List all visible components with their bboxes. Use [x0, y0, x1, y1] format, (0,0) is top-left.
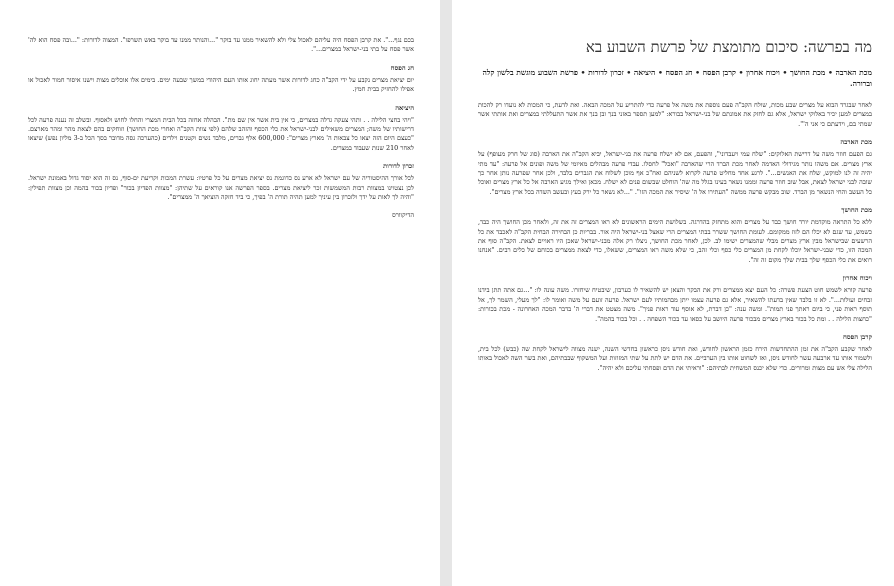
- section-heading: מכת החושך: [841, 206, 872, 215]
- section-passover-offering: [478, 333, 872, 373]
- section-holiday: [28, 64, 414, 95]
- section-body: "ויהי בחצי הלילה . . ותהי צעקה גדלה במצרים, כי אין בית אשר אין שם מת". הבהלה אחזה בכל הבית המצרי והחלו לחוש ולאסוף. ובשלב זה נענה פרעה לכל דרישותיו של משה; המצרים משאילים לבני-ישראל את כלי הכסף והזהב שלהם (לפי צוות הקב"ה ואחרי מכת החושך) וזוחקים בהם לצאת מהר ומהר מארצם. "כעצם היום הזה יצאו כל צבאות ה' מארץ מצרים": 600,000 אלף גברים, מלבד נשים וקטנים וילדים (כהערכה גסה מדובר בסך הכל ב-3 מליון נפש) שיצאו לאחר 210 שנות שעבוד במצרים.: [28, 115, 414, 152]
- section-heading: היציאה: [395, 103, 414, 112]
- topics-line: מכת הארבה • מכת החושך • ויכוח אחרון • קרבן הפסח • חג הפסח • היציאה • זכרון לדורות • פרשת השבוע מוגשת בלשון קלה וברורה.: [482, 68, 872, 88]
- section-heading: קרבן הפסח: [843, 332, 872, 341]
- section-body: גם הפעם חוזר משה על דרישת האלוקים: "שלח עמי ויעבדוני", והפעם, אם לא ישלח פרעה את בני-ישראל, יביא הקב"ה את הארבה (סוג של חרק מעופף) על ארץ מצרים. אם משהו נותר מגידולי האדמה לאחר מכת הברד הרי שהארבה "ואכל" לחסלו. עבדי פרעה מבהלים מאיומי של משה ופונים אל פרעה: "עד מתי יהיה זה לנו למוקש, שלח את האנשים...". לרגע אחד מחליט פרעה לקרוא לשניהם ואח"כ אף מוכן לשלוח את הגברים בלבד, ולכן אחר שפרעה נותן אחר כך שובה לבני ישראל לצאת, אבל שוב חוזר פרעה וממנו נשאר בעינו בגלל מה שה' הוחלט שבשום פנים לא ישלח. מכאן ואילך מגיע הארבה אל כל ארץ מצרים ואוכל כל העשב והחי הנשאר מן הברד. שוב מבקש פרעה ממשה "העתירו אל ה' שיסיר את המכה הזו". "...לא נשאר כל ירק בעץ ובעשב השדה בכל ארץ מצרים".: [478, 150, 872, 196]
- section-body: לכל אורך ההיסטוריה של עם ישראל לא ארע נס כדוגמת נס יציאת מצרים על כל פרטיו: עשרת המכות וקריעת ים-סוף, נס זה הוא יסוד גדול באמונת ישראל. לכן נצטוינו במצוות רבות המשמשות זכר ליציאת מצרים. בספר הפרשה אנו קוראים על שתיהן: "מצוות הפדיון בכור" ופדיון בכור בהמה וכן מצוות תפילין: "והיה לך לאות על ידך ולזכרון בין עיניך למען תהיה תורת ה' בפיך, כי ביד חזקה הוציאך ה' ממצרים".: [28, 174, 414, 202]
- page-title: מה בפרשה: סיכום מתומצת של פרשת השבוע בא: [585, 38, 872, 56]
- section-heading: זכרון לדורות: [383, 162, 414, 171]
- section-exodus: [28, 104, 414, 154]
- section-heading: מכת הארבה: [840, 138, 872, 147]
- section-remembrance: [28, 162, 414, 202]
- section-locusts: [478, 138, 872, 197]
- section-darkness: [478, 206, 872, 265]
- section-last-debate: [478, 274, 872, 324]
- right-page: [452, 0, 894, 586]
- left-page: [0, 0, 440, 586]
- section-heading: ויכוח אחרון: [842, 274, 872, 283]
- section-body: פרעה קורא לשמש חוט הצעת פשרה: כל העם יצא ממצרים ורק את הבקר והצאן יש להשאיר לו כערבון, שיבטיח שיחזרו. משה עונה לו: "...גם אתה תתן בידנו זבחים ועולות...". לא זו בלבד שאין בדעתו להשאיר, אלא גם פרעה עצמו ייתן מבהמותיו לעם ישראל. פרעה זועם על משה ואומר לו: "לך מעלי, השמר לך, אל תוסף ראות פני, כי ביום ראתך פני תמות". ומשה ענה: "כן דברת, לא אוסף עוד ראות פניך". משה מצטט את דברי ה' בדבר המכה האחרונה - מכת בכורות: "כחצות הלילה . . ומת כל בכור בארץ מצרים מבכור פרעה היושב על כסאו עד בכור השפחה . . וכל בכור בהמה".: [478, 286, 872, 323]
- section-heading: חג הפסח: [390, 63, 414, 72]
- left-intro: בכם נגף...". את קרבן הפסח היה עליהם לאכול צלי ולא להשאיר ממנו עד בוקר "...והנותר ממנו עד בוקר באש תשרפו". המצוה לדורות: "...ובה פסח הוא לה' אשר פסח על בתי בני-ישראל במצרים...".: [28, 36, 414, 54]
- section-body: לאחר שקבע הקב"ה את זמן ההתחדשות הירח כזמן הראשון לחודש, ואת חודש ניסן כראשון בחדשי השנה, ישנה מצווה לישראל לקחת שה (כבש) לכל בית, ולשמור אותו עד ארבעה עשר לחודש ניסן, ואז לשחוט אותו בין הערביים. את הדם יש לתת על שתי המזוזות ועל המשקוף שבבתיהם, ואת בשר השה לאכול באותו הלילה צלי אש עם מצות ומרורים. כדי שלא יכנס המשחית לבתיהם: "וראיתי את הדם ופסחתי עליכם ולא יהיה".: [478, 344, 872, 372]
- section-body: יום יציאת מצרים נקבע על ידי הקב"ה כחג לדורות אשר מעתה יחוג אותו העם היהודי במשך שבעה ימים. בימים אלו אוכלים מצות וישנו איסור חמור לאכול או אפילו להחזיק בבית חמץ.: [28, 75, 414, 94]
- section-body: ללא כל התראה מוקדמת יורד חושך כבד על מצרים והוא מתחזק בהדרגה. בשלושת הימים הראשונים לא ראו המצרים זה את זה, ולאחר מכן החושך היה כבד, כשמש, עד שגם לא יכלו הם לזוז ממקומם. לעומת החושך ששרר בבתי המצרים הרי שאצל בני-ישראל היה אור. בבריות כן הבחירה הבחית הקב"ה לאכבד את כל הרשעים שבישראל מבין ארץ מצרים מבלי שהמצרים ישימו לב. לכן, לאחר מכת החושך, ניצלו רק אלה מבני-ישראל שאכן היו ראויים לצאת. הקב"ה סוף את המכה הזו, כדי שבני-ישראל יוכלו לקחת מן המצרים כלי כסף וכלי זהב, כי שלא משה ראו המצרים, ששאלו, כדי לצאת ממצרים בכוחם של כלים רבים. "אנחנו רואים את כלי הכסף שלך בבית שלך מקום זה זה".: [478, 218, 872, 264]
- right-intro: לאחר שבגרד הבוא על מצרים שבע מכות, שולח הקב"ה פעם נוספת את משה אל פרעה כדי להתריע על המכה הבאה. ואת לדעת, כי המכות לא נועדו רק להכות במצרים למען יכיר באלוקי ישראל, אלא גם לחזק את אמונתם של בני-ישראל בבורא: "למען תספר באזני בנך ובן בנך את אשר התעללתי במצרים ואת אותתי אשר שמתי בם, וידעתם כי אני ה'".: [478, 101, 872, 128]
- signature: הדיקוורס: [392, 211, 414, 220]
